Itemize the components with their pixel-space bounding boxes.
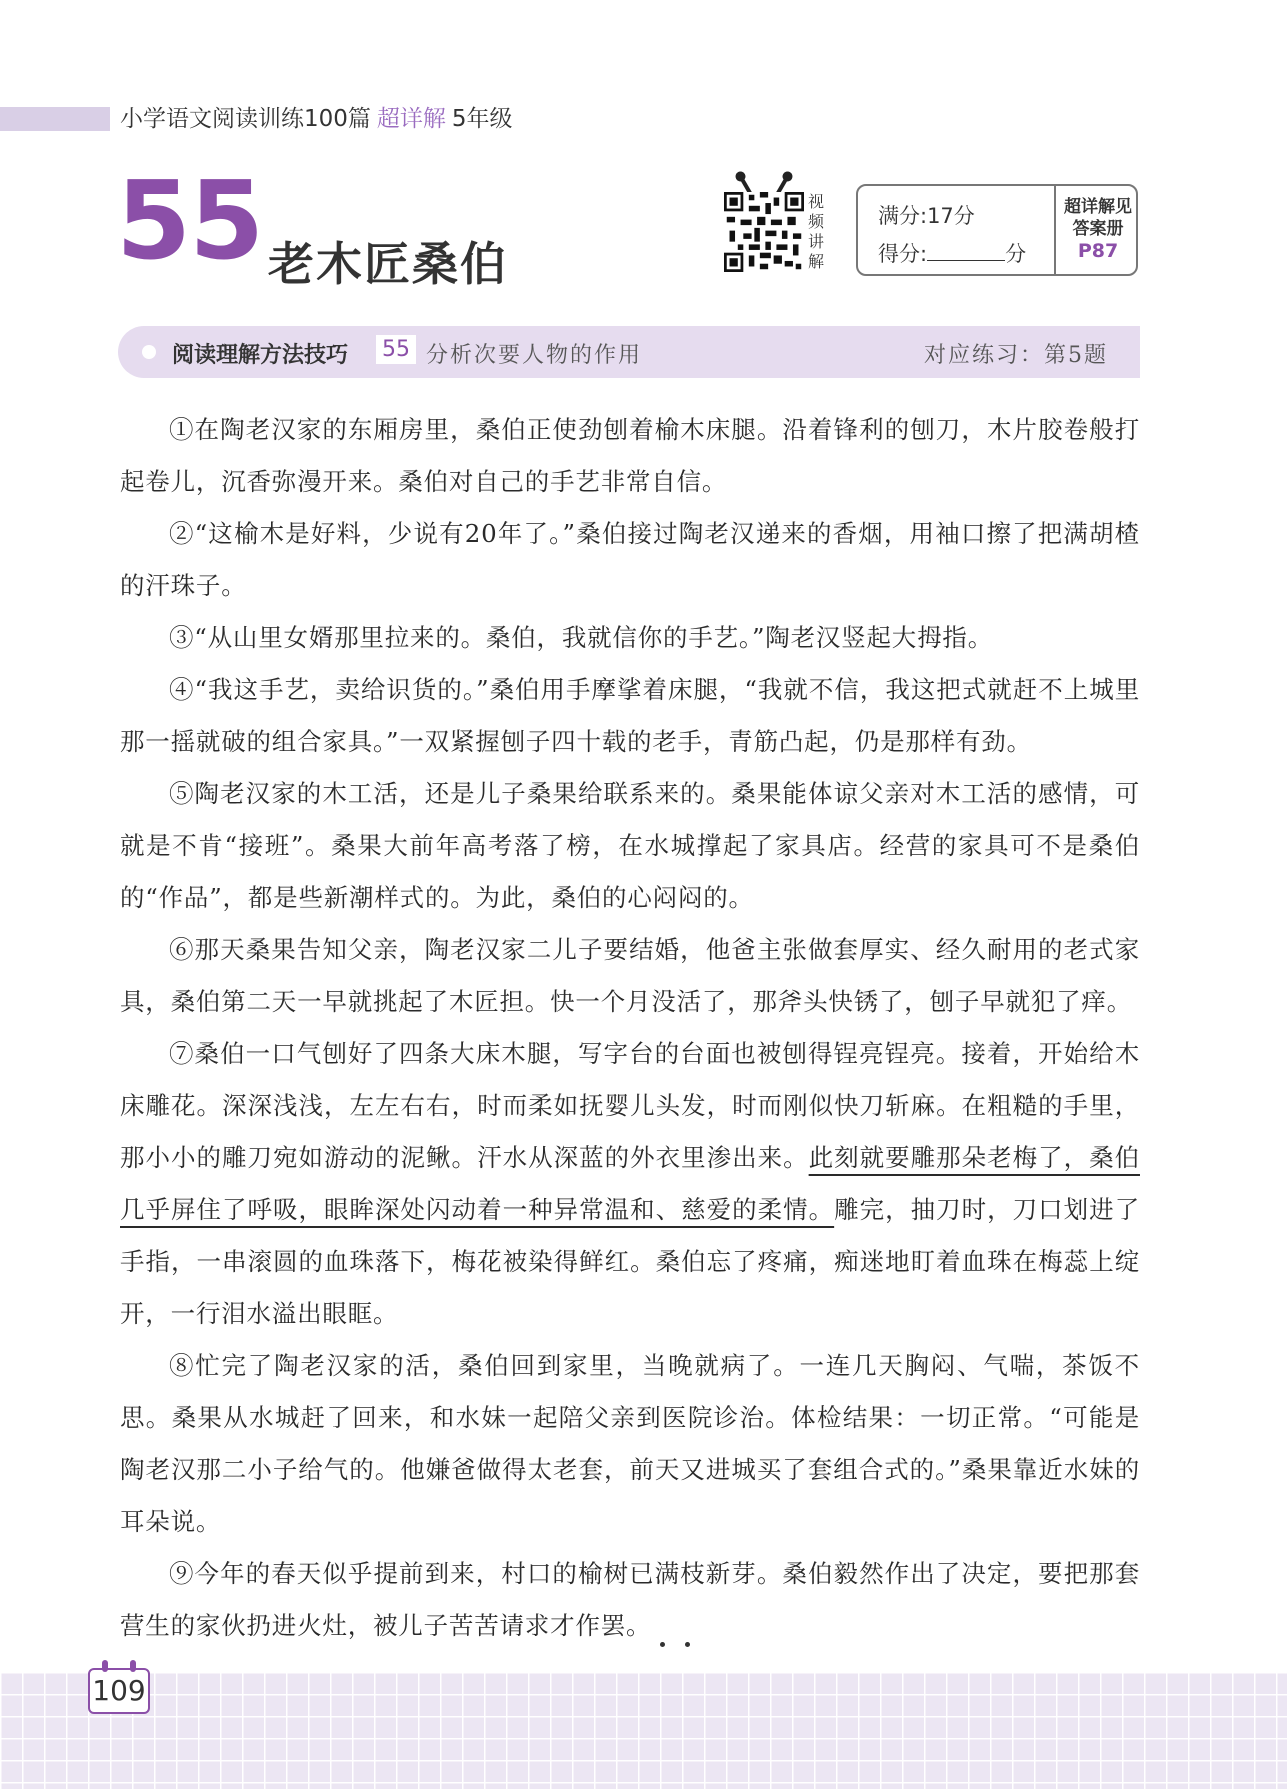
series-grade: 5年级 bbox=[451, 106, 513, 132]
emphasis-dot bbox=[685, 1642, 690, 1647]
emphasis-dot bbox=[660, 1642, 665, 1647]
lesson-title: 老木匠桑伯 bbox=[268, 237, 508, 291]
score-unit: 分 bbox=[1005, 242, 1027, 266]
footer-grid bbox=[0, 1672, 1287, 1789]
score-divider bbox=[1054, 186, 1056, 274]
score-label: 得分: bbox=[878, 242, 928, 266]
paragraph-8: ⑧忙完了陶老汉家的活，桑伯回到家里，当晚就病了。一连几天胸闷、气喘，茶饭不思。桑果从水城赶了回来，和水妹一起陪父亲到医院诊治。体检结果：一切正常。“可能是陶老汉那二小子给气的。他嫌爸做得太老套，前天又进城买了套组合式的。”桑果靠近水妹的耳朵说。 bbox=[120, 1351, 1140, 1536]
paragraph-7-text-end: 雕完，抽刀时，刀口划进了手指，一串滚圆的血珠落下，梅花被染得鲜红。桑伯忘了疼痛，痴迷地盯着血珠在梅蕊上绽开，一行泪水溢出眼眶。 bbox=[120, 1195, 1140, 1328]
paragraph-6: ⑥那天桑果告知父亲，陶老汉家二儿子要结婚，他爸主张做套厚实、经久耐用的老式家具，桑伯第二天一早就挑起了木匠担。快一个月没活了，那斧头快锈了，刨子早就犯了痒。 bbox=[120, 935, 1140, 1016]
score-box bbox=[856, 184, 1138, 276]
series-title bbox=[120, 100, 513, 133]
paragraph-4: ④“我这手艺，卖给识货的。”桑伯用手摩挲着床腿，“我就不信，我这把式就赶不上城里那一摇就破的组合家具。”一双紧握刨子四十载的老手，青筋凸起，仍是那样有劲。 bbox=[120, 675, 1140, 756]
header-strip bbox=[0, 107, 110, 131]
method-number: 55 bbox=[376, 335, 416, 364]
paragraph-7-text: ⑦桑伯一口气刨好了四条大床木腿，写字台的台面也被刨得锃亮锃亮。接着，开始给木床雕花。深深浅浅，左左右右，时而柔如抚婴儿头发，时而刚似快刀斩麻。在粗糙的手里，那小小的雕刀宛如游动的泥鳅。汗水从深蓝的外衣里渗出来。 bbox=[120, 1039, 1140, 1172]
bullet-dot-icon bbox=[142, 345, 156, 359]
qr-label: 视频讲解 bbox=[808, 192, 825, 271]
full-score: 满分:17分 bbox=[878, 204, 975, 228]
paragraph-9: ⑨今年的春天似乎提前到来，村口的榆树已满枝新芽。桑伯毅然作出了决定，要把那套营生的家伙扔进火灶，被儿子苦苦请求才作罢。 bbox=[120, 1559, 1140, 1640]
answer-reference bbox=[1058, 196, 1138, 262]
paragraph-1: ①在陶老汉家的东厢房里，桑伯正使劲刨着榆木床腿。沿着锋利的刨刀，木片胶卷般打起卷儿，沉香弥漫开来。桑伯对自己的手艺非常自信。 bbox=[120, 415, 1140, 496]
score-blank[interactable] bbox=[927, 242, 1005, 261]
lesson-number: 55 bbox=[116, 159, 263, 284]
passage bbox=[120, 404, 1140, 1652]
paragraph-2: ②“这榆木是好料，少说有20年了。”桑伯接过陶老汉递来的香烟，用袖口擦了把满胡楂的汗珠子。 bbox=[120, 519, 1140, 600]
answer-page: P87 bbox=[1077, 240, 1119, 262]
paragraph-5: ⑤陶老汉家的木工活，还是儿子桑果给联系来的。桑果能体谅父亲对木工活的感情，可就是不肯“接班”。桑果大前年高考落了榜，在水城撑起了家具店。经营的家具可不是桑伯的“作品”，都是些新潮样式的。为此，桑伯的心闷闷的。 bbox=[120, 779, 1140, 912]
method-topic: 分析次要人物的作用 bbox=[426, 343, 643, 368]
qr-code-icon[interactable] bbox=[724, 192, 804, 272]
practice-reference: 对应练习：第5题 bbox=[924, 343, 1108, 368]
answer-line-1: 超详解见 bbox=[1064, 197, 1132, 217]
method-banner bbox=[118, 326, 1140, 378]
score-field bbox=[878, 238, 1026, 268]
page-number: 109 bbox=[88, 1668, 150, 1714]
underlined-sentence: 此刻就要雕那朵老梅了，桑伯几乎屏住了呼吸，眼眸深处闪动着一种异常温和、慈爱的柔情。 bbox=[120, 1143, 1140, 1224]
series-name: 小学语文阅读训练100篇 bbox=[120, 106, 371, 132]
paragraph-3: ③“从山里女婿那里拉来的。桑伯，我就信你的手艺。”陶老汉竖起大拇指。 bbox=[169, 623, 993, 652]
paragraph-7 bbox=[120, 1028, 1140, 1340]
method-label: 阅读理解方法技巧 bbox=[172, 343, 349, 368]
answer-line-2: 答案册 bbox=[1072, 219, 1124, 239]
series-accent: 超详解 bbox=[376, 106, 446, 132]
